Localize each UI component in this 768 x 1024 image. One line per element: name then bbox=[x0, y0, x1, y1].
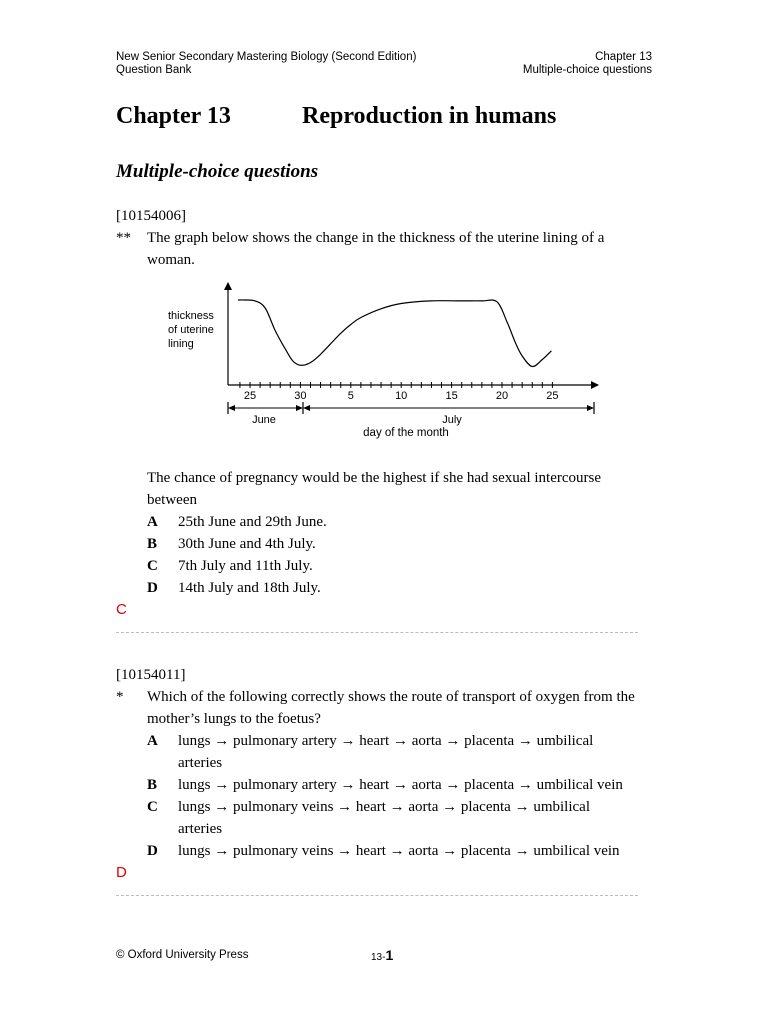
answer-key: C bbox=[116, 601, 127, 618]
x-tick-label: 5 bbox=[347, 390, 354, 402]
question-stem-cont: mother’s lungs to the foetus? bbox=[147, 711, 321, 727]
option-letter: B bbox=[147, 777, 158, 793]
month-label-july: July bbox=[442, 414, 462, 426]
option-c[interactable] bbox=[147, 796, 590, 818]
x-tick-label: 15 bbox=[445, 390, 458, 402]
page-number-value: 1 bbox=[385, 947, 394, 963]
question-follow-cont: between bbox=[147, 492, 197, 508]
chapter-title: Reproduction in humans bbox=[302, 103, 557, 129]
chapter-label: Chapter 13 bbox=[116, 103, 231, 129]
difficulty-stars: * bbox=[116, 689, 124, 705]
header-section: Question Bank bbox=[116, 64, 192, 76]
header-book-title: New Senior Secondary Mastering Biology (Second Edition) bbox=[116, 51, 417, 63]
thickness-curve bbox=[238, 300, 552, 367]
answer-key: D bbox=[116, 864, 127, 881]
option-c-cont: arteries bbox=[178, 821, 223, 837]
chart-ylabel bbox=[168, 310, 214, 350]
page-prefix: 13- bbox=[371, 952, 386, 963]
option-letter: A bbox=[147, 733, 158, 749]
option-letter: B bbox=[147, 536, 158, 552]
footer-copyright: © Oxford University Press bbox=[116, 949, 249, 961]
option-letter: C bbox=[147, 558, 158, 574]
x-tick-label: 20 bbox=[495, 390, 509, 402]
option-a-cont: arteries bbox=[178, 755, 223, 771]
x-tick-label: 25 bbox=[546, 390, 559, 402]
question-id: [10154006] bbox=[116, 208, 186, 224]
ylabel-line: thickness bbox=[168, 310, 214, 322]
option-text: 7th July and 11th July. bbox=[178, 558, 313, 574]
option-letter: A bbox=[147, 514, 158, 530]
question-separator bbox=[116, 895, 638, 896]
ylabel-line: lining bbox=[168, 338, 194, 350]
option-letter: D bbox=[147, 843, 158, 859]
option-text: lungs → pulmonary veins → heart → aorta → placenta → umbilical vein bbox=[178, 843, 620, 859]
x-tick-label: 10 bbox=[395, 390, 408, 402]
option-b[interactable] bbox=[147, 774, 623, 796]
option-text: lungs → pulmonary artery → heart → aorta → placenta → umbilical vein bbox=[178, 777, 623, 793]
question-stem: The graph below shows the change in the thickness of the uterine lining of a bbox=[147, 230, 605, 246]
option-a[interactable] bbox=[147, 730, 593, 752]
month-label-june: June bbox=[252, 414, 276, 426]
ylabel-line: of uterine bbox=[168, 324, 214, 336]
option-a[interactable] bbox=[147, 511, 327, 533]
option-letter: D bbox=[147, 580, 158, 596]
x-tick-labels bbox=[244, 390, 559, 402]
x-axis-label: day of the month bbox=[363, 427, 449, 439]
section-subtitle: Multiple-choice questions bbox=[116, 161, 319, 182]
question-id: [10154011] bbox=[116, 667, 186, 683]
question-stem-cont: woman. bbox=[147, 252, 195, 268]
page-number bbox=[371, 947, 393, 965]
uterine-lining-chart bbox=[160, 275, 610, 445]
option-d[interactable] bbox=[147, 840, 620, 862]
x-tick-label: 25 bbox=[243, 390, 257, 402]
option-b[interactable] bbox=[147, 533, 316, 555]
header-type: Multiple-choice questions bbox=[522, 64, 652, 76]
question-stem: Which of the following correctly shows the route of transport of oxygen from the bbox=[147, 689, 635, 705]
header-chapter: Chapter 13 bbox=[595, 51, 652, 63]
option-text: 25th June and 29th June. bbox=[178, 514, 327, 530]
question-follow: The chance of pregnancy would be the highest if she had sexual intercourse bbox=[147, 470, 601, 486]
x-tick-label: 30 bbox=[294, 390, 307, 402]
option-text: lungs → pulmonary artery → heart → aorta → placenta → umbilical bbox=[178, 733, 594, 749]
option-c[interactable] bbox=[147, 555, 313, 577]
option-text: 14th July and 18th July. bbox=[178, 580, 321, 596]
difficulty-stars: ** bbox=[116, 230, 131, 246]
option-text: 30th June and 4th July. bbox=[178, 536, 316, 552]
option-letter: C bbox=[147, 799, 158, 815]
option-d[interactable] bbox=[147, 577, 321, 599]
option-text: lungs → pulmonary veins → heart → aorta → placenta → umbilical bbox=[178, 799, 590, 815]
question-separator bbox=[116, 632, 638, 633]
